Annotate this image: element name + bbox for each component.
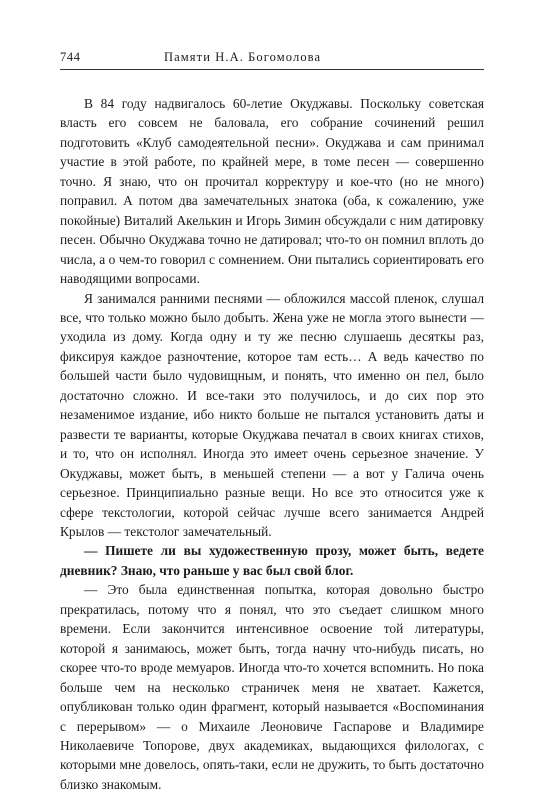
- running-head: [60, 48, 484, 66]
- interview-question: — Пишете ли вы художественную прозу, может быть, ведете дневник? Знаю, что раньше у вас был свой блог.: [60, 543, 484, 578]
- paragraph-early-songs: Я занимался ранними песнями — обложился массой пленок, слушал все, что только можно было добыть. Жена уже не могла этого вынести — уходила из дому. Когда одну и ту же песню слушаешь десяткы раз, фиксируя каждое разночтение, которое там есть… А ведь качество по большей части было чудовищным, и понять, что именно он пел, было достаточно сложно. И все-таки это получилось, и до сих пор это незаменимое издание, ибо никто больше не пытался установить даты и развести те варианты, которые Окуджава печатал в своих книгах стихов, и то, что он исполнял. Иногда это имеет очень серьезное значение. У Окуджавы, может быть, в меньшей степени — а вот у Галича очень серьезное. Принципиально разные вещи. Но все это относится уже к сфере текстологии, которой сейчас лучше всего занимается Андрей Крылов — текстолог замечательный.: [60, 290, 484, 539]
- body-text: [60, 94, 484, 794]
- page-number: 744: [60, 50, 81, 64]
- running-title: Памяти Н.А. Богомолова: [164, 50, 322, 64]
- paragraph-okudzhava-collection: В 84 году надвигалось 60-летие Окуджавы. Поскольку советская власть его совсем не баловала, его собрание сочинений решил подготовить «Клуб самодеятельной песни». Окуджава и сам принимал участие в этой работе, по крайней мере, в томе песен — совершенно точно. Я знаю, что он прочитал корректуру и кое-что (но не много) поправил. А потом два замечательных знатока (оба, к сожалению, уже покойные) Виталий Акелькин и Игорь Зимин обсуждали с ним датировку песен. Обычно Окуджава точно не датировал; что-то он помнил вплоть до числа, а о чем-то говорил с сомнением. Они пытались сориентировать его наводящими вопросами.: [60, 96, 484, 287]
- paragraph-answer: — Это была единственная попытка, которая довольно быстро прекратилась, потому что я понял, что это съедает слишком много времени. Если закончится интенсивное освоение той литературы, которой я занимаюсь, может быть, тогда начну что-нибудь писать, но скорее что-то вроде мемуаров. Иногда что-то хочется вспомнить. Но пока больше чем на несколько страничек меня не хватает. Кажется, опубликован только один фрагмент, который называется «Воспоминания с перерывом» — о Михаиле Леоновиче Гаспарове и Владимире Николаевиче Топорове, двух академиках, выдающихся филологах, с которыми мне довелось, опять-таки, если не дружить, то быть достаточно близко знакомым.: [60, 582, 484, 792]
- header-divider: [60, 69, 484, 70]
